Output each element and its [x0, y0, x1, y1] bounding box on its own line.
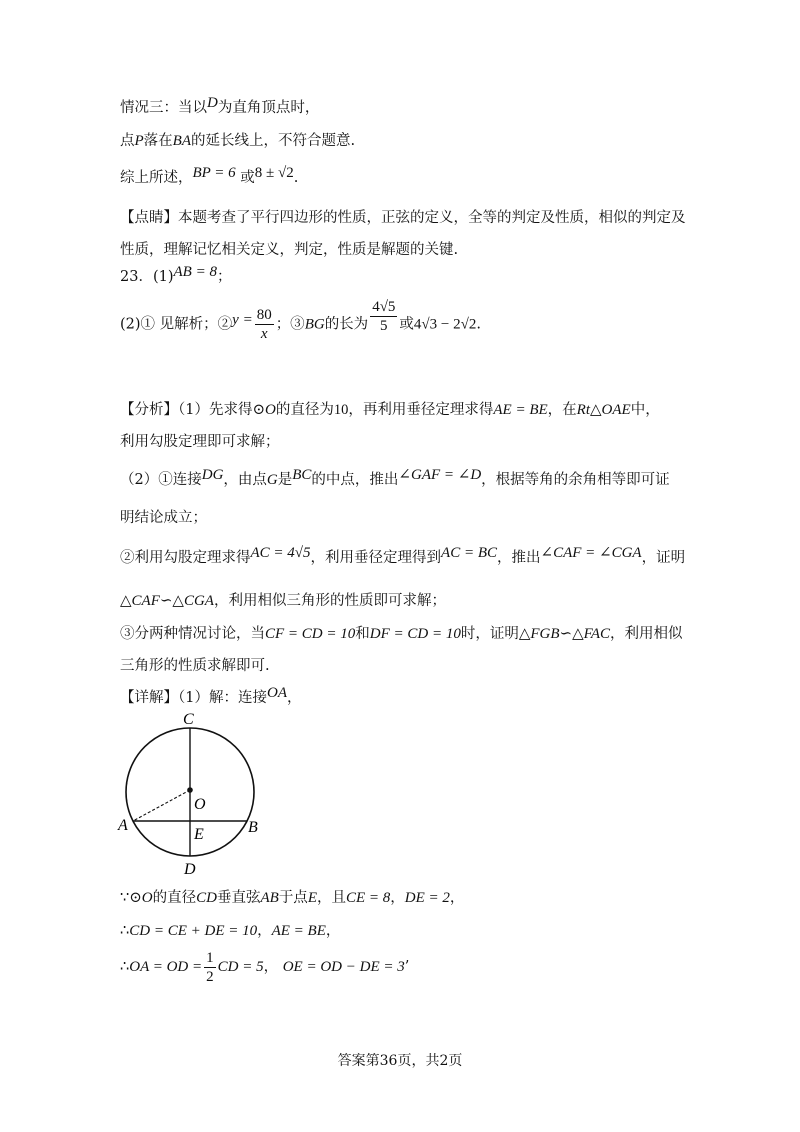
label-a: A [118, 817, 128, 834]
segment-oa [133, 790, 190, 821]
label-o: O [194, 796, 206, 813]
label-e: E [194, 826, 204, 843]
analysis-line-1: 【分析】（1）先求得⊙O的直径为10，再利用垂径定理求得AE = BE，在Rt△OAE中， [120, 402, 660, 418]
q23-answer-1: 23．(1)AB = 8； [120, 264, 232, 285]
analysis-line-7: ③分两种情况讨论，当CF = CD = 10和DF = CD = 10时，证明△FGB∽△FAC，利用相似 [120, 626, 683, 642]
detail-line-1: 【详解】（1）解：连接OA， [120, 685, 302, 706]
fraction-80-over-x: $\frac{80}{x}$ [256, 307, 272, 342]
center-point-o [187, 787, 193, 793]
line-summary: 综上所述，BP = 6 或8 ± √2. [120, 165, 299, 186]
fraction-one-half: $\frac{1}{2}$ [206, 949, 214, 985]
detail-line-2: ∵⊙O的直径CD垂直弦AB于点E，且CE = 8，DE = 2， [120, 890, 465, 906]
detail-line-4: ∴OA = OD = $\frac{1}{2}$ CD = 5， OE = OD − DE = 3’ [120, 949, 410, 985]
line-point-p: 点P落在BA的延长线上，不符合题意. [120, 133, 356, 149]
label-b: B [248, 819, 258, 836]
analysis-line-2: 利用勾股定理即可求解； [120, 434, 280, 450]
analysis-line-5: ②利用勾股定理求得AC = 4√5，利用垂径定理得到AC = BC，推出∠CAF = ∠CGA，证明 [120, 545, 686, 566]
label-c: C [183, 711, 194, 728]
page-footer: 答案第36页，共2页 [337, 1053, 463, 1069]
analysis-line-8: 三角形的性质求解即可. [120, 658, 270, 674]
fraction-4root5-over-5: $\frac{4√5}{5}$ [372, 299, 396, 334]
analysis-line-6: △CAF∽△CGA，利用相似三角形的性质即可求解； [120, 593, 446, 609]
detail-line-3: ∴CD = CE + DE = 10，AE = BE， [120, 923, 341, 939]
analysis-line-3: （2）①连接DG，由点G是BC的中点，推出∠GAF = ∠D，根据等角的余角相等即可证 [120, 467, 670, 488]
analysis-line-4: 明结论成立； [120, 510, 207, 526]
line-case-three: 情况三：当以D为直角顶点时， [120, 95, 320, 116]
comment-line-2: 性质，理解记忆相关定义，判定，性质是解题的关键. [120, 242, 459, 258]
q23-answer-2: (2)① 见解析；②y = $\frac{80}{x}$ ；③BG的长为 $\frac{4√5}{5}$ 或4√3 − 2√2. [120, 299, 481, 342]
circle-figure [110, 708, 270, 880]
label-d: D [184, 861, 196, 878]
comment-line-1: 【点睛】本题考查了平行四边形的性质，正弦的定义，全等的判定及性质，相似的判定及 [120, 210, 686, 226]
